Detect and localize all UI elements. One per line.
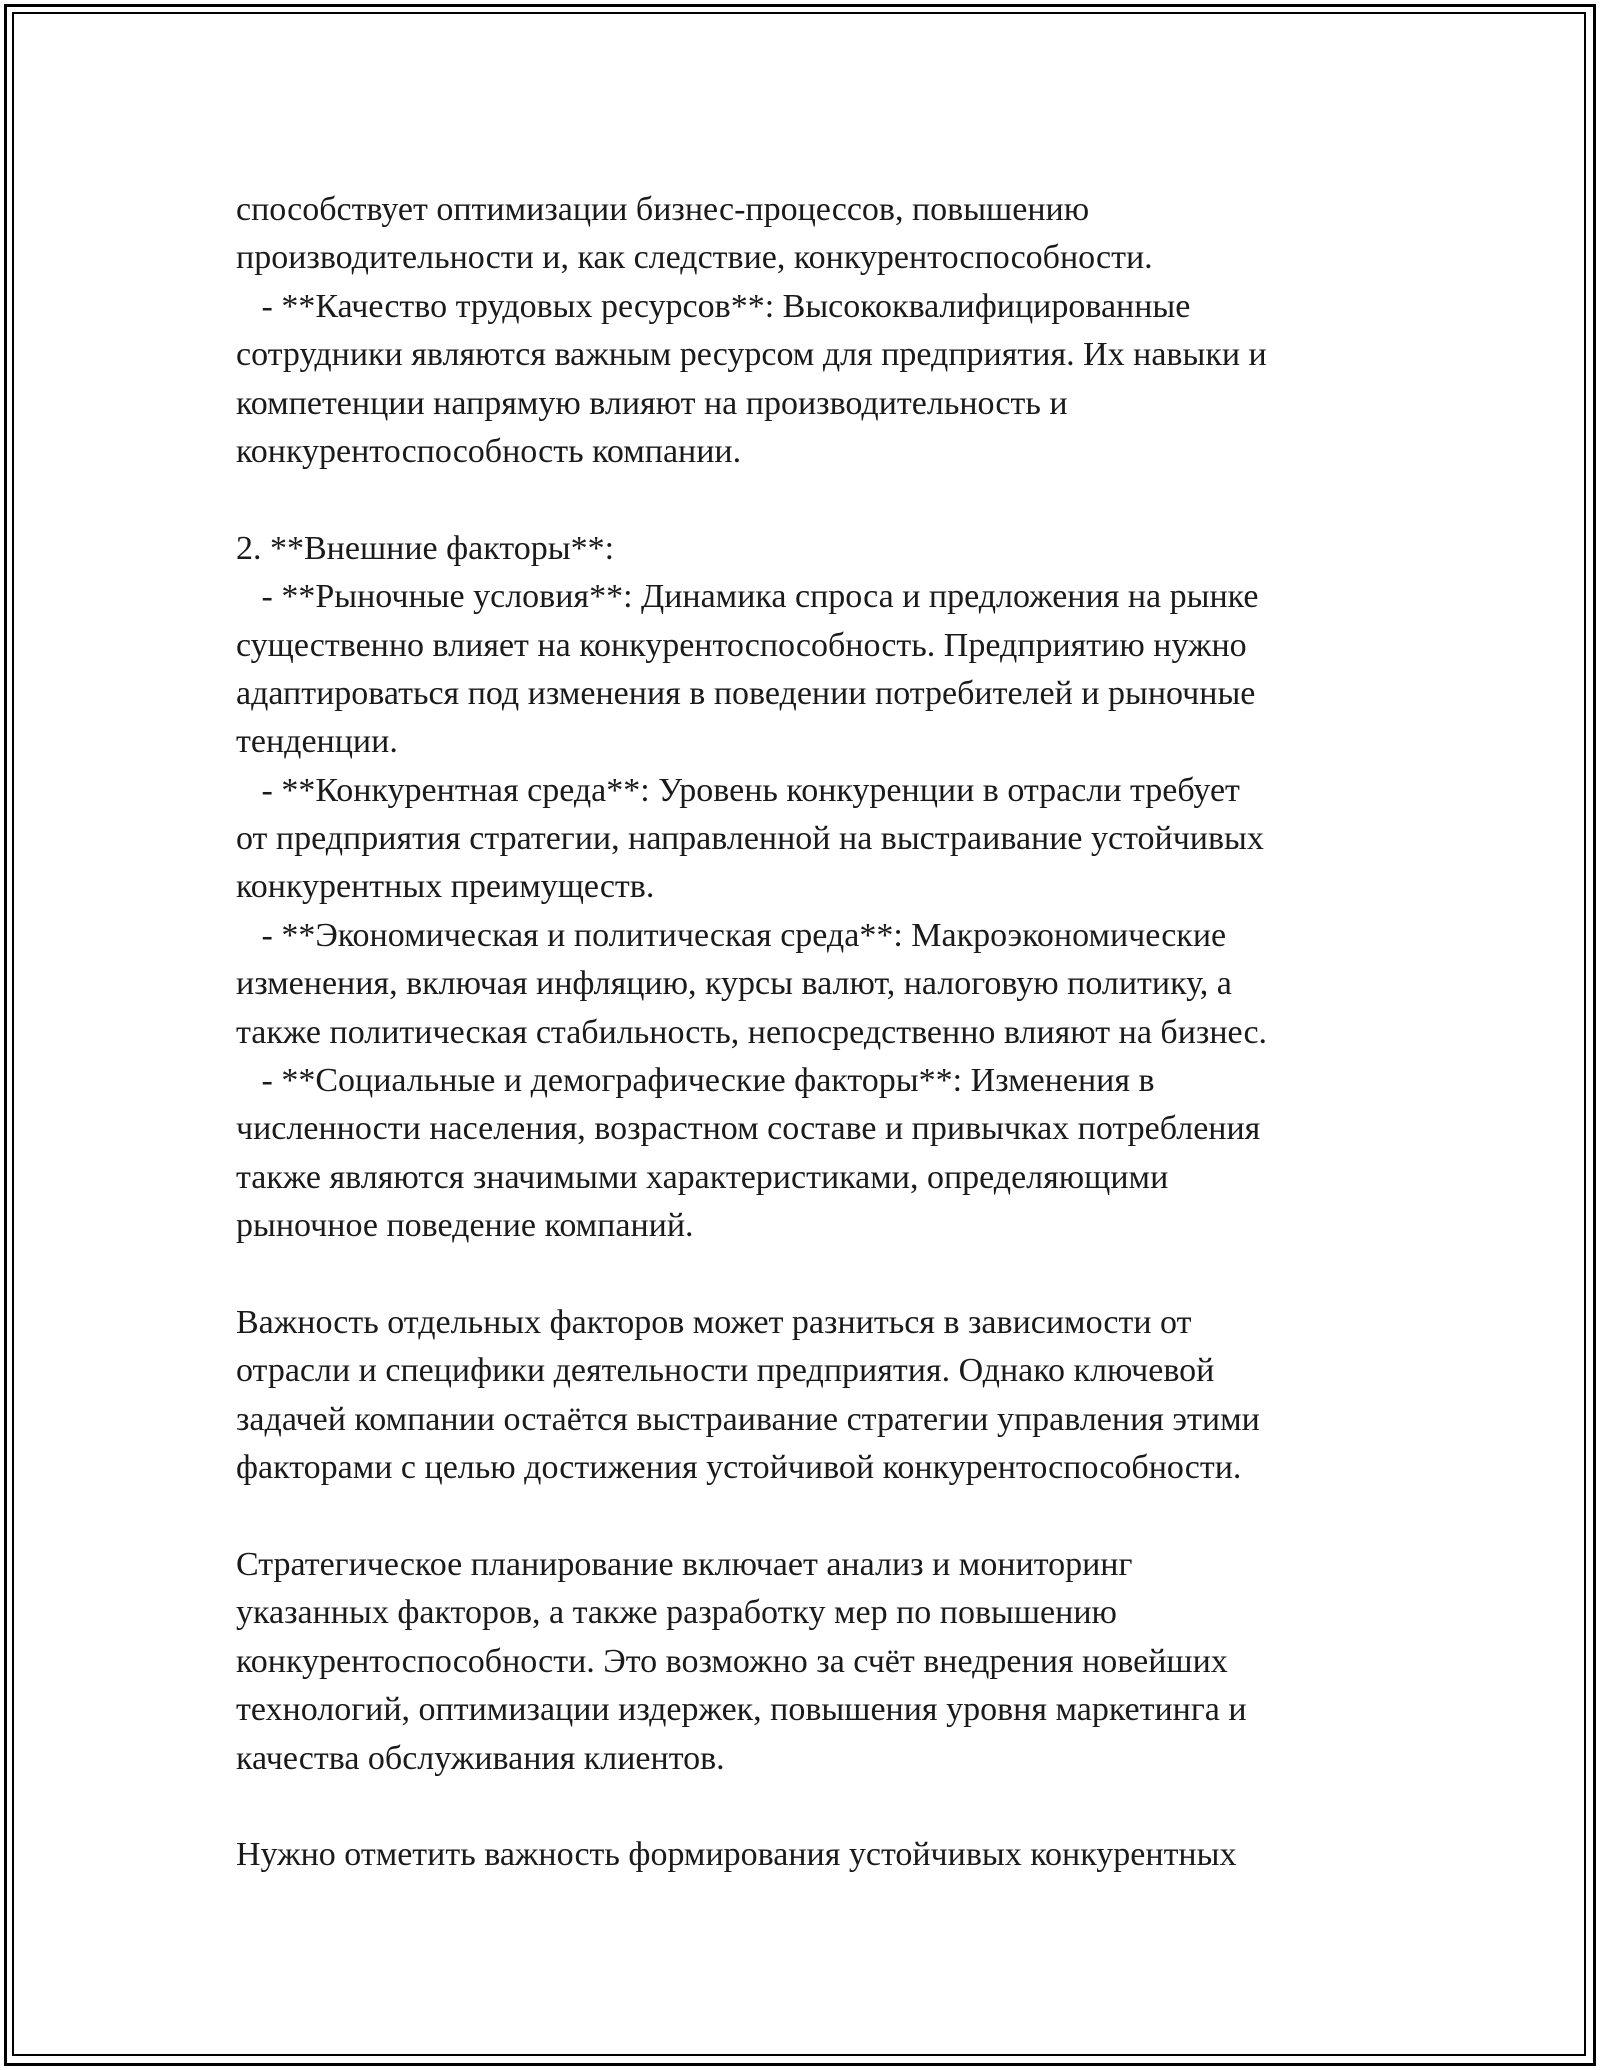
paragraph-spacer bbox=[236, 476, 1396, 524]
text-line: - **Экономическая и политическая среда**: Макроэкономические bbox=[236, 916, 1227, 954]
text-line: рыночное поведение компаний. bbox=[236, 1207, 694, 1245]
text-line: существенно влияет на конкурентоспособность. Предприятию нужно bbox=[236, 626, 1247, 664]
paragraph-spacer bbox=[236, 1783, 1396, 1831]
text-line: компетенции напрямую влияют на производительность и bbox=[236, 384, 1068, 422]
text-line: Важность отдельных факторов может разниться в зависимости от bbox=[236, 1303, 1192, 1341]
text-line: конкурентоспособность компании. bbox=[236, 432, 742, 470]
text-line: от предприятия стратегии, направленной на выстраивание устойчивых bbox=[236, 820, 1264, 858]
text-line: Стратегическое планирование включает анализ и мониторинг bbox=[236, 1545, 1133, 1583]
text-line: также являются значимыми характеристиками, определяющими bbox=[236, 1158, 1169, 1196]
text-line: изменения, включая инфляцию, курсы валют, налоговую политику, а bbox=[236, 965, 1232, 1003]
text-line: задачей компании остаётся выстраивание стратегии управления этими bbox=[236, 1400, 1260, 1438]
text-line: отрасли и специфики деятельности предприятия. Однако ключевой bbox=[236, 1352, 1215, 1390]
text-line: - **Рыночные условия**: Динамика спроса и предложения на рынке bbox=[236, 578, 1259, 616]
text-line: - **Качество трудовых ресурсов**: Высококвалифицированные bbox=[236, 287, 1191, 325]
text-line: конкурентоспособности. Это возможно за счёт внедрения новейших bbox=[236, 1642, 1228, 1680]
text-line: численности населения, возрастном составе и привычках потребления bbox=[236, 1110, 1261, 1148]
text-line: технологий, оптимизации издержек, повышения уровня маркетинга и bbox=[236, 1691, 1247, 1729]
text-line: качества обслуживания клиентов. bbox=[236, 1739, 725, 1777]
text-line: тенденции. bbox=[236, 723, 398, 761]
text-line: производительности и, как следствие, конкурентоспособности. bbox=[236, 239, 1153, 277]
document-body bbox=[236, 186, 1396, 1880]
text-line: Нужно отметить важность формирования устойчивых конкурентных bbox=[236, 1836, 1237, 1874]
paragraph-spacer bbox=[236, 1493, 1396, 1541]
text-line: - **Социальные и демографические факторы**: Изменения в bbox=[236, 1062, 1155, 1100]
paragraph-spacer bbox=[236, 1251, 1396, 1299]
text-line: также политическая стабильность, непосредственно влияют на бизнес. bbox=[236, 1013, 1268, 1051]
text-line: способствует оптимизации бизнес-процессов, повышению bbox=[236, 191, 1090, 228]
text-line: конкурентных преимуществ. bbox=[236, 868, 655, 906]
text-line: адаптироваться под изменения в поведении потребителей и рыночные bbox=[236, 674, 1256, 712]
text-line: 2. **Внешние факторы**: bbox=[236, 529, 615, 567]
text-line: сотрудники являются важным ресурсом для предприятия. Их навыки и bbox=[236, 336, 1267, 374]
text-line: факторами с целью достижения устойчивой конкурентоспособности. bbox=[236, 1449, 1242, 1487]
text-line: указанных факторов, а также разработку мер по повышению bbox=[236, 1594, 1117, 1632]
text-line: - **Конкурентная среда**: Уровень конкуренции в отрасли требует bbox=[236, 771, 1240, 809]
